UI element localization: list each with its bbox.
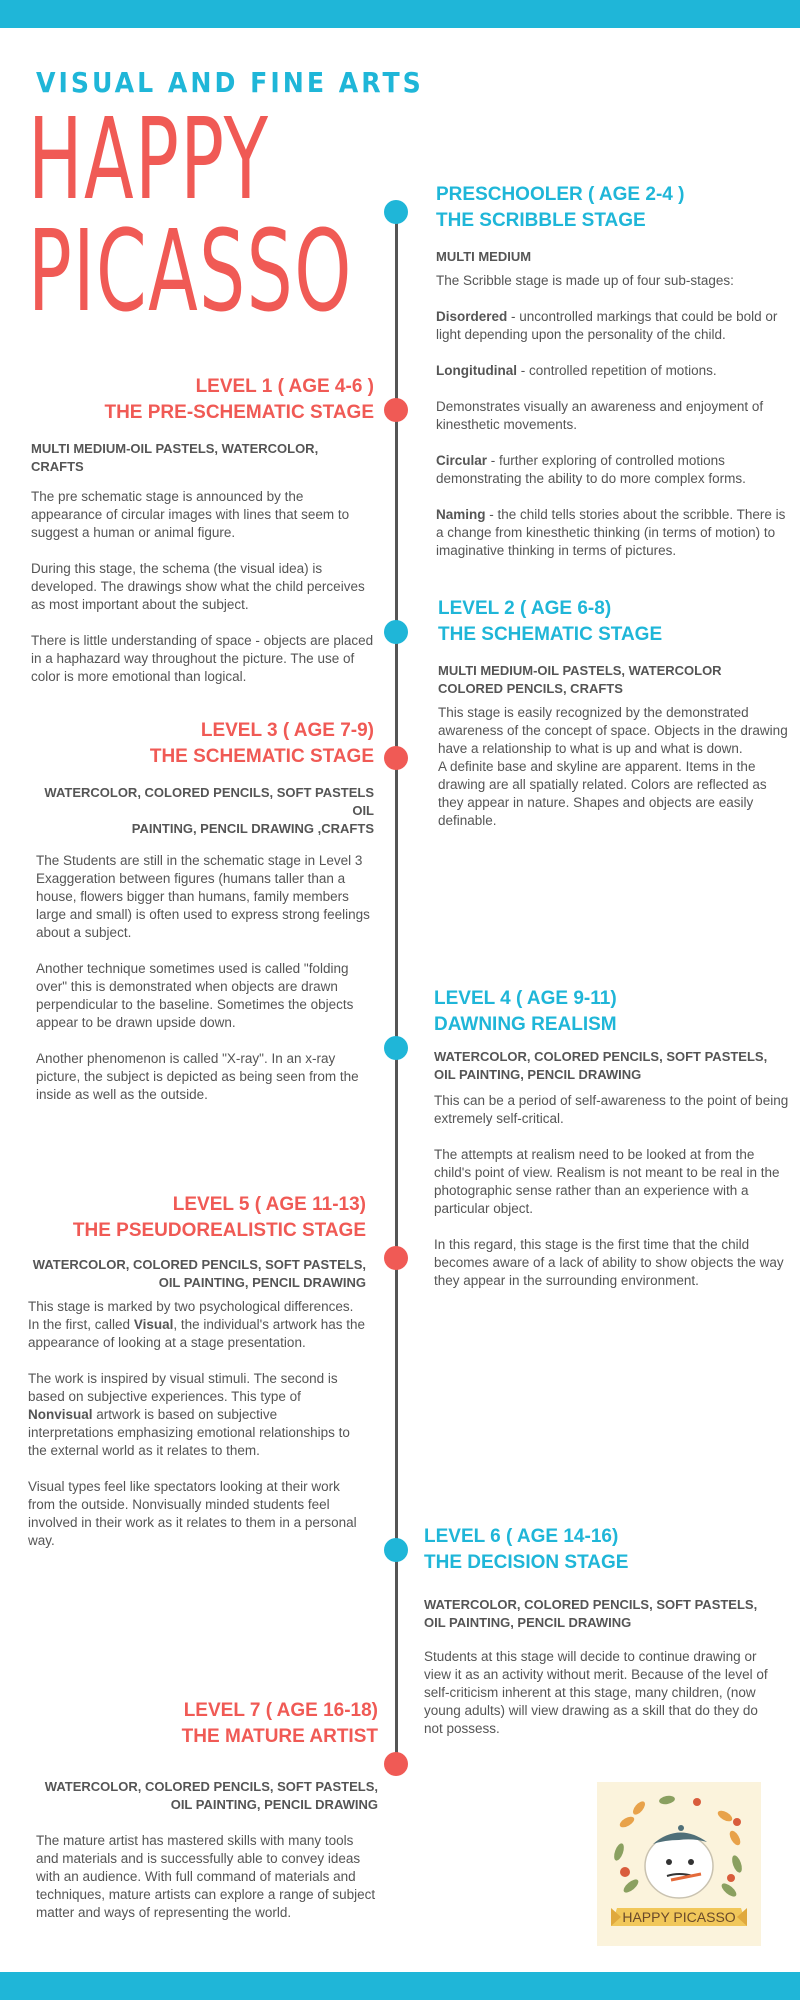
stage-paragraph: Another phenomenon is called "X-ray". In an x-ray picture, the subject is depicted as being seen from the inside as well as the outside. xyxy=(36,1051,359,1102)
stage-media: PAINTING, PENCIL DRAWING ,CRAFTS xyxy=(131,821,374,836)
stage-heading-age: LEVEL 6 ( AGE 14-16) xyxy=(424,1526,619,1547)
timeline-dot-preschooler xyxy=(384,200,408,224)
stage-paragraph: The attempts at realism need to be looked at from the child's point of view. Realism is not meant to be real in the photographic sense rather than an experience with a particular object. xyxy=(434,1147,780,1216)
timeline-dot-level7 xyxy=(384,1752,408,1776)
stage-paragraph: Visual types feel like spectators looking at their work from the outside. Nonvisually minded students feel involved in their work as it relates to them in a personal way. xyxy=(28,1479,357,1548)
stage-heading-name: THE PRE-SCHEMATIC STAGE xyxy=(104,402,374,423)
stage-heading-age: PRESCHOOLER ( AGE 2-4 ) xyxy=(436,184,685,205)
stage-paragraph: There is little understanding of space - objects are placed in a haphazard way throughout the picture. The use of color is more emotional than logical. xyxy=(31,633,374,684)
stage-level5 xyxy=(28,1192,366,1550)
stage-paragraph: The mature artist has mastered skills with many tools and materials and is successfully able to convey ideas with an audience. With full command of materials and techniques, mature artists can explore a range of subject matter and ways of representing the world. xyxy=(36,1833,376,1920)
stage-media: WATERCOLOR, COLORED PENCILS, SOFT PASTELS, xyxy=(434,1049,768,1064)
stage-paragraph: The work is inspired by visual stimuli. The second is based on subjective experiences. This type of Nonvisual artwork is based on subjective interpretations emphasizing emotional relationships to the external world as it relates to them. xyxy=(28,1371,350,1458)
stage-media: WATERCOLOR, COLORED PENCILS, SOFT PASTELS, xyxy=(424,1597,758,1612)
stage-level7 xyxy=(28,1698,378,1922)
stage-paragraph: The Students are still in the schematic stage in Level 3 Exaggeration between figures (humans taller than a house, flowers bigger than humans, family members large and small) is often used to express strong feelings about a subject. xyxy=(36,853,370,940)
stage-heading-name: THE SCRIBBLE STAGE xyxy=(436,210,646,231)
stage-paragraph: During this stage, the schema (the visual idea) is developed. The drawings show what the child perceives as most important about the subject. xyxy=(31,561,365,612)
stage-heading-age: LEVEL 4 ( AGE 9-11) xyxy=(434,988,617,1009)
stage-media: COLORED PENCILS, CRAFTS xyxy=(438,681,623,696)
stage-paragraph: Disordered - uncontrolled markings that could be bold or light depending upon the personality of the child. xyxy=(436,309,778,342)
stage-paragraph: This can be a period of self-awareness to the point of being extremely self-critical. xyxy=(434,1093,789,1126)
stage-heading-age: LEVEL 3 ( AGE 7-9) xyxy=(200,720,374,741)
happy-picasso-logo xyxy=(597,1782,761,1946)
stage-heading-age: LEVEL 7 ( AGE 16-18) xyxy=(183,1700,378,1721)
page-subtitle: VISUAL AND FINE ARTS xyxy=(36,66,424,99)
stage-media: OIL PAINTING, PENCIL DRAWING xyxy=(170,1797,378,1812)
stage-paragraph: Students at this stage will decide to continue drawing or view it as an activity without merit. Because of the level of self-criticism inherent at this stage, many children, (now young adults) will view drawing as a skill that do they do not possess. xyxy=(424,1649,768,1736)
logo-illustration-icon xyxy=(597,1782,761,1946)
stage-heading-name: DAWNING REALISM xyxy=(434,1014,617,1035)
timeline-dot-level6 xyxy=(384,1538,408,1562)
title-line-1: HAPPY xyxy=(28,95,270,225)
stage-paragraph: Longitudinal - controlled repetition of motions. xyxy=(436,363,717,378)
timeline-dot-level5 xyxy=(384,1246,408,1270)
stage-media: MULTI MEDIUM-OIL PASTELS, WATERCOLOR xyxy=(438,663,722,678)
stage-heading-age: LEVEL 5 ( AGE 11-13) xyxy=(172,1194,366,1215)
timeline-line xyxy=(395,210,398,1770)
stage-paragraph: Circular - further exploring of controlled motions demonstrating the ability to do more complex forms. xyxy=(436,453,746,486)
timeline-dot-level3 xyxy=(384,746,408,770)
stage-paragraph: A definite base and skyline are apparent. Items in the drawing are all spatially related. Colors are reflected as they appear in nature. Shapes and objects are easily definable. xyxy=(438,759,767,828)
title-line-2: PICASSO xyxy=(28,207,353,337)
stage-heading-name: THE SCHEMATIC STAGE xyxy=(438,624,663,645)
stage-level2 xyxy=(438,596,788,830)
stage-heading-name: THE DECISION STAGE xyxy=(424,1552,629,1573)
stage-paragraph: This stage is easily recognized by the demonstrated awareness of the concept of space. Objects in the drawing have a relationship to what is up and what is down. xyxy=(438,705,788,756)
stage-heading-age: LEVEL 1 ( AGE 4-6 ) xyxy=(195,376,374,397)
stage-heading-name: THE SCHEMATIC STAGE xyxy=(149,746,374,767)
stage-media: OIL PAINTING, PENCIL DRAWING xyxy=(434,1067,642,1082)
timeline-dot-level2 xyxy=(384,620,408,644)
timeline-dot-level4 xyxy=(384,1036,408,1060)
stage-media: MULTI MEDIUM xyxy=(436,249,532,264)
stage-heading-name: THE MATURE ARTIST xyxy=(181,1726,378,1747)
page-title xyxy=(28,95,353,337)
stage-intro: The Scribble stage is made up of four sub-stages: xyxy=(436,273,734,288)
stage-level6 xyxy=(424,1524,776,1738)
stage-level4 xyxy=(434,986,790,1290)
stage-paragraph: The pre schematic stage is announced by the appearance of circular images with lines that seem to suggest a human or animal figure. xyxy=(31,489,350,540)
stage-paragraph: Naming - the child tells stories about the scribble. There is a change from kinesthetic thinking (in terms of motion) to imaginative thinking in terms of pictures. xyxy=(436,507,786,558)
svg-text:HAPPY PICASSO: HAPPY PICASSO xyxy=(622,1909,736,1925)
stage-media: WATERCOLOR, COLORED PENCILS, SOFT PASTELS, xyxy=(44,1779,378,1794)
stage-level3 xyxy=(28,718,374,1104)
stage-paragraph: Another technique sometimes used is called "folding over" this is demonstrated when objects are drawn perpendicular to the baseline. Sometimes the objects appear to be drawn upside down. xyxy=(36,961,354,1030)
stage-paragraph: This stage is marked by two psychological differences. In the first, called Visual, the individual's artwork has the appearance of looking at a stage presentation. xyxy=(28,1299,366,1350)
bottom-bar xyxy=(0,1972,800,2000)
stage-paragraph: Demonstrates visually an awareness and enjoyment of kinesthetic movements. xyxy=(436,399,764,432)
top-bar xyxy=(0,0,800,28)
stage-preschooler xyxy=(436,182,790,560)
stage-media: MULTI MEDIUM-OIL PASTELS, WATERCOLOR, CRAFTS xyxy=(31,441,319,474)
stage-heading-name: THE PSEUDOREALISTIC STAGE xyxy=(72,1220,366,1241)
stage-media: OIL PAINTING, PENCIL DRAWING xyxy=(158,1275,366,1290)
stage-heading-age: LEVEL 2 ( AGE 6-8) xyxy=(438,598,612,619)
stage-media: WATERCOLOR, COLORED PENCILS, SOFT PASTELS, xyxy=(32,1257,366,1272)
stage-media: WATERCOLOR, COLORED PENCILS, SOFT PASTELS OIL xyxy=(44,785,374,818)
stage-paragraph: In this regard, this stage is the first time that the child becomes aware of a lack of ability to show objects the way they appear in the surrounding environment. xyxy=(434,1237,784,1288)
timeline-dot-level1 xyxy=(384,398,408,422)
stage-media: OIL PAINTING, PENCIL DRAWING xyxy=(424,1615,632,1630)
stage-level1 xyxy=(28,374,374,686)
